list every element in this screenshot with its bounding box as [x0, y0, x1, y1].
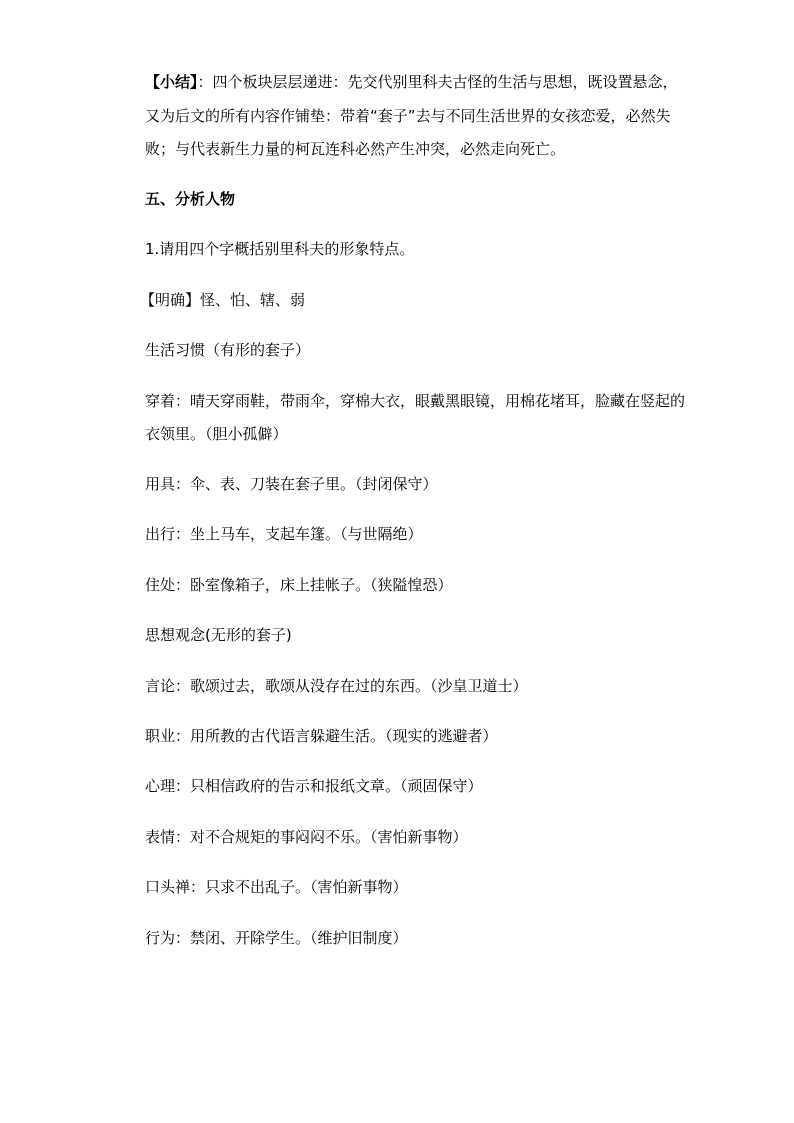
section-five-heading: 五、分析人物: [145, 190, 236, 208]
residence-line: 住处：卧室像箱子，床上挂帐子。（狭隘惶恐）: [145, 576, 453, 594]
career-line: 职业：用所教的古代语言躲避生活。（现实的逃避者）: [145, 727, 498, 745]
expression-line: 表情：对不合规矩的事闷闷不乐。（害怕新事物）: [145, 828, 468, 846]
summary-line-3: 败；与代表新生力量的柯瓦连科必然产生冲突，必然走向死亡。: [145, 140, 566, 158]
behavior-line: 行为：禁闭、开除学生。（维护旧制度）: [145, 929, 408, 947]
dress-line-1: 穿着：晴天穿雨鞋，带雨伞，穿棉大衣，眼戴黑眼镜，用棉花堵耳，脸藏在竖起的: [145, 392, 686, 410]
thoughts-heading: 思想观念(无形的套子): [145, 626, 292, 644]
tools-line: 用具：伞、表、刀装在套子里。（封闭保守）: [145, 475, 438, 493]
travel-line: 出行：坐上马车，支起车篷。（与世隔绝）: [145, 525, 423, 543]
dress-line-2: 衣领里。（胆小孤僻）: [145, 425, 288, 443]
speech-line: 言论：歌颂过去，歌颂从没存在过的东西。（沙皇卫道士）: [145, 677, 528, 695]
summary-label: 【小结】: [145, 73, 198, 91]
summary-line-1: [145, 72, 735, 92]
summary-text-1: ：四个板块层层递进：先交代别里科夫古怪的生活与思想，既设置悬念，: [197, 73, 678, 91]
catchphrase-line: 口头禅：只求不出乱子。（害怕新事物）: [145, 878, 408, 896]
mind-line: 心理：只相信政府的告示和报纸文章。（顽固保守）: [145, 777, 483, 795]
answer-1: 【明确】怪、怕、辖、弱: [140, 291, 306, 309]
life-habits-heading: 生活习惯（有形的套子）: [145, 341, 311, 359]
question-1: 1.请用四个字概括别里科夫的形象特点。: [145, 240, 415, 258]
summary-line-2: 又为后文的所有内容作铺垫：带着“套子”去与不同生活世界的女孩恋爱，必然失: [145, 107, 671, 125]
